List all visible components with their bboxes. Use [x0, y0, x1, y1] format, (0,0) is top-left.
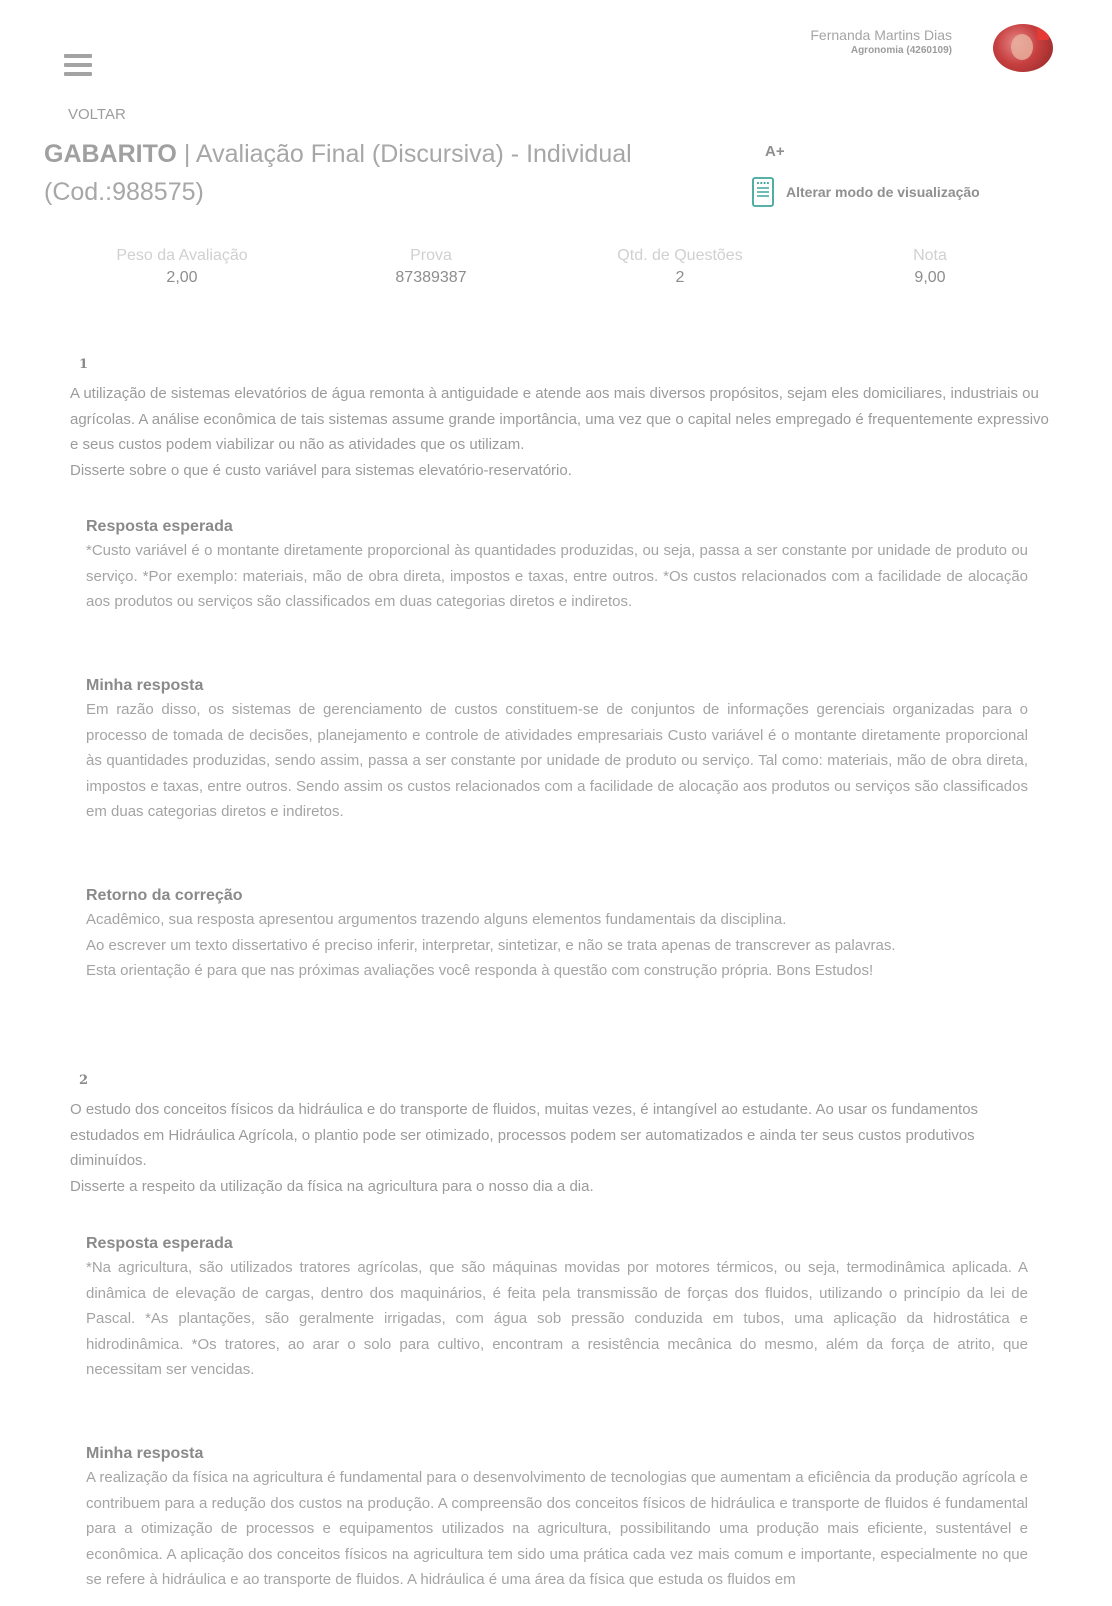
avatar[interactable]	[993, 24, 1053, 72]
feedback-line: Esta orientação é para que nas próximas avaliações você responda à questão com construção própria. Bons Estudos!	[86, 962, 874, 979]
font-size-button[interactable]: A+	[765, 143, 785, 160]
stat-value: 2,00	[166, 269, 198, 286]
my-answer-title: Minha resposta	[86, 677, 204, 694]
question-paragraph: O estudo dos conceitos físicos da hidráulica e do transporte de fluidos, muitas vezes, é intangível ao estudante. Ao usar os fundamentos estudados em Hidráulica Agrícola, o plantio pode ser otimizado, processos podem ser automatizados e ainda ter seus custos produtivos diminuídos.	[70, 1101, 979, 1169]
my-answer	[86, 1443, 1028, 1593]
menu-icon[interactable]	[64, 54, 92, 78]
stat-exam	[331, 246, 531, 290]
user-info	[810, 27, 952, 58]
back-link[interactable]: VOLTAR	[68, 106, 126, 123]
view-mode-label: Alterar modo de visualização	[786, 184, 980, 200]
question-number: 2	[79, 1073, 89, 1088]
expected-answer	[86, 1233, 1028, 1383]
question-number: 1	[79, 357, 89, 372]
title-rest: | Avaliação Final (Discursiva) - Individual (Cod.:988575)	[44, 140, 632, 206]
avatar-face	[1011, 34, 1033, 60]
question-prompt: Disserte sobre o que é custo variável para sistemas elevatório-reservatório.	[70, 461, 572, 479]
stat-value: 2	[675, 269, 685, 286]
my-answer-text: Em razão disso, os sistemas de gerenciamento de custos constituem-se de conjuntos de informações gerenciais organizadas para o processo de tomada de decisões, planejamento e controle de atividades empresariais Custo variável é o montante diretamente proporcional às quantidades produzidas, sendo assim, passa a ser constante por unidade de produto ou serviço. Tal como: materiais, mão de obra direta, impostos e taxas, entre outros. Sendo assim os custos relacionados com a facilidade de alocação aos produtos ou serviços são classificados em duas categorias diretos e indiretos.	[86, 701, 1028, 820]
my-answer	[86, 675, 1028, 825]
stat-label: Peso da Avaliação	[116, 247, 248, 264]
stat-grade	[830, 246, 1030, 290]
question-text	[70, 381, 1050, 483]
expected-answer-title: Resposta esperada	[86, 1235, 233, 1252]
expected-answer-title: Resposta esperada	[86, 518, 233, 535]
expected-answer-text: *Custo variável é o montante diretamente proporcional às quantidades produzidas, ou seja, passa a ser constante por unidade de produto ou serviço. *Por exemplo: materiais, mão de obra direta, impostos e taxas, entre outros. *Os custos relacionados com a facilidade de alocação aos produtos ou serviços são classificados em duas categorias diretos e indiretos.	[86, 542, 1028, 610]
question-paragraph: A utilização de sistemas elevatórios de água remonta à antiguidade e atende aos mais diversos propósitos, sejam eles domiciliares, industriais ou agrícolas. A análise econômica de tais sistemas assume grande importância, uma vez que o capital neles empregado é frequentemente expressivo e seus custos podem viabilizar ou não as atividades que os utilizam.	[70, 385, 1049, 453]
expected-answer-text: *Na agricultura, são utilizados tratores agrícolas, que são máquinas movidas por motores térmicos, ou seja, termodinâmica aplicada. A dinâmica de elevação de cargas, dentro dos maquinários, é feita pela transmissão de forças dos fluidos, utilizando o princípio da lei de Pascal. *As plantações, são geralmente irrigadas, com água sob pressão conduzida em tubos, uma aplicação da hidrostática e hidrodinâmica. *Os tratores, ao arar o solo para cultivo, encontram a resistência mecânica do mesmo, além da força de atrito, que necessitam ser vencidas.	[86, 1259, 1028, 1378]
title-bold: GABARITO	[44, 140, 177, 168]
view-mode-icon	[752, 177, 774, 207]
stat-value: 87389387	[395, 269, 467, 286]
question-text	[70, 1097, 1050, 1199]
stat-weight	[82, 246, 282, 290]
feedback-line: Acadêmico, sua resposta apresentou argumentos trazendo alguns elementos fundamentais da disciplina.	[86, 911, 787, 928]
stat-questions	[580, 246, 780, 290]
my-answer-text: A realização da física na agricultura é fundamental para o desenvolvimento de tecnologias que aumentam a eficiência da produção agrícola e contribuem para a redução dos custos na produção. A compreensão dos conceitos físicos de hidráulica e transporte de fluidos é fundamental para a otimização de processos e equipamentos utilizados na agricultura, possibilitando uma produção mais eficiente, sustentável e econômica. A aplicação dos conceitos físicos na agricultura tem sido uma prática cada vez mais comum e importante, especialmente no que se refere à hidráulica e ao transporte de fluidos. A hidráulica é uma área da física que estuda os fluidos em	[86, 1469, 1028, 1588]
stat-label: Nota	[913, 247, 947, 264]
feedback-title: Retorno da correção	[86, 887, 243, 904]
correction-feedback	[86, 885, 1028, 984]
view-mode-button[interactable]	[752, 177, 980, 207]
my-answer-title: Minha resposta	[86, 1445, 204, 1462]
question-prompt: Disserte a respeito da utilização da física na agricultura para o nosso dia a dia.	[70, 1177, 594, 1195]
notification-badge-icon	[1037, 26, 1049, 40]
feedback-line: Ao escrever um texto dissertativo é preciso inferir, interpretar, sintetizar, e não se trata apenas de transcrever as palavras.	[86, 936, 896, 954]
user-name: Fernanda Martins Dias	[810, 27, 952, 43]
page-title	[44, 135, 664, 211]
stat-value: 9,00	[914, 269, 946, 286]
user-course: Agronomia (4260109)	[850, 45, 952, 56]
stat-label: Qtd. de Questões	[617, 247, 743, 264]
stat-label: Prova	[410, 247, 452, 264]
expected-answer	[86, 516, 1028, 615]
